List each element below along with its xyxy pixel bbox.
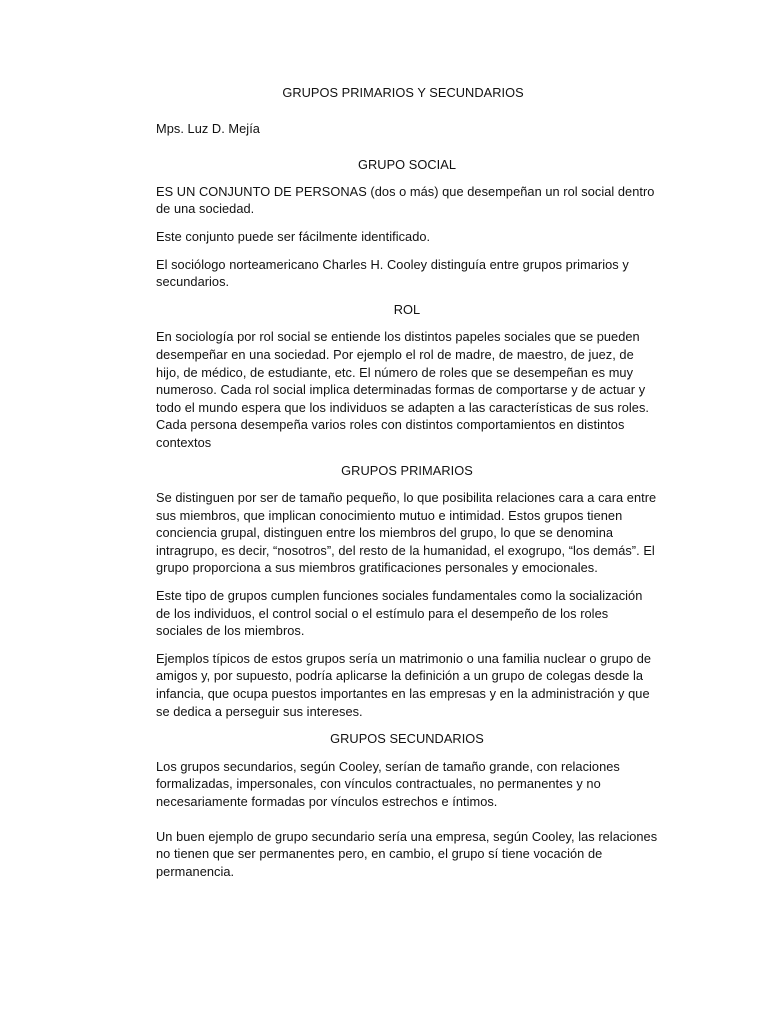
section-heading-grupos-secundarios: GRUPOS SECUNDARIOS [330, 731, 484, 747]
paragraph-grupos-primarios-functions: Este tipo de grupos cumplen funciones sociales fundamentales como la socialización de los individuos, el control social o el estímulo para el desempeño de los roles sociales de los miembros. [156, 588, 643, 639]
section-heading-rol: ROL [393, 301, 421, 317]
paragraph-grupo-social-cooley: El sociólogo norteamericano Charles H. Cooley distinguía entre grupos primarios y secundarios. [156, 256, 629, 290]
document-title: GRUPOS PRIMARIOS Y SECUNDARIOS [282, 85, 524, 100]
paragraph-grupo-social-identification: Este conjunto puede ser fácilmente identificado. [156, 228, 431, 244]
paragraph-grupos-primarios-examples: Ejemplos típicos de estos grupos sería un matrimonio o una familia nuclear o grupo de amigos y, por supuesto, podría aplicarse la definición a un grupo de colegas desde la infancia, que ocupa puestos importantes en las empresas y en la administración y que se dedica a perseguir sus intereses. [156, 650, 652, 719]
document-body [156, 84, 658, 880]
document-author: Mps. Luz D. Mejía [156, 120, 260, 136]
paragraph-rol-definition: En sociología por rol social se entiende los distintos papeles sociales que se pueden desempeñar en una sociedad. Por ejemplo el rol de madre, de maestro, de juez, de hijo, de médico, de estudiante, etc. El número de roles que se desempeñan es muy numeroso. Cada rol social implica determinadas formas de comportarse y de actuar y todo el mundo espera que los individuos se adapten a las características de sus roles. Cada persona desempeña varios roles con distintos comportamientos en distintos contextos [156, 329, 649, 450]
section-heading-grupo-social: GRUPO SOCIAL [357, 157, 457, 173]
paragraph-grupo-social-definition: ES UN CONJUNTO DE PERSONAS (dos o más) que desempeñan un rol social dentro de una sociedad. [156, 183, 655, 217]
section-heading-grupos-primarios: GRUPOS PRIMARIOS [341, 462, 473, 478]
paragraph-grupos-secundarios-example: Un buen ejemplo de grupo secundario sería una empresa, según Cooley, las relaciones no tienen que ser permanentes pero, en cambio, el grupo sí tiene vocación de permanencia. [156, 828, 658, 879]
paragraph-grupos-secundarios-definition: Los grupos secundarios, según Cooley, serían de tamaño grande, con relaciones formalizadas, impersonales, con vínculos contractuales, no permanentes y no necesariamente formadas por vínculos estrechos e íntimos. [156, 758, 620, 809]
paragraph-grupos-primarios-definition: Se distinguen por ser de tamaño pequeño, lo que posibilita relaciones cara a cara entre sus miembros, que implican conocimiento mutuo e intimidad. Estos grupos tienen conciencia grupal, distinguen entre los miembros del grupo, lo que se denomina intragrupo, es decir, “nosotros”, del resto de la humanidad, el exogrupo, “los demás”. El grupo proporciona a sus miembros gratificaciones personales y emocionales. [156, 490, 657, 576]
